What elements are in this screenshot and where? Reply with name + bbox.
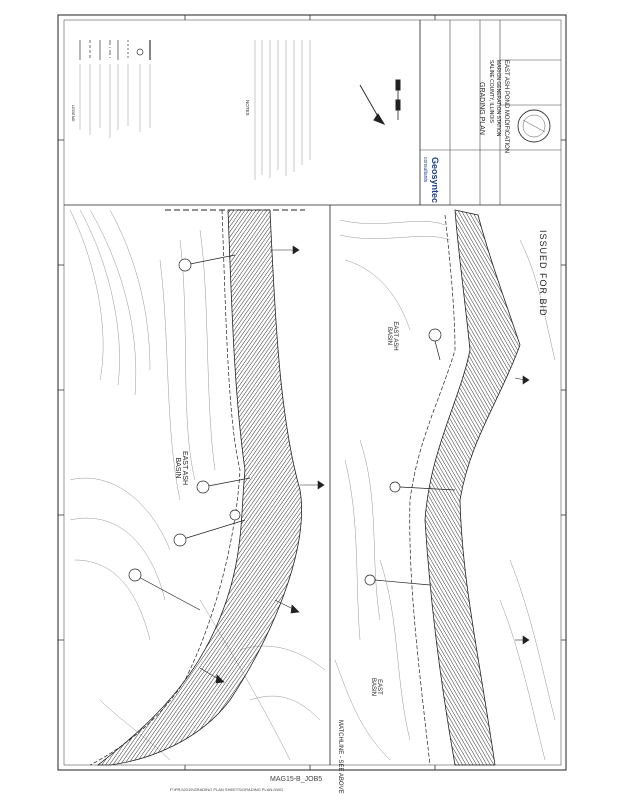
legend-heading: LEGEND bbox=[71, 105, 76, 122]
basin-label-lower-right: EAST ASH BASIN bbox=[386, 321, 398, 351]
project-line-2: MARION GENERATION STATION bbox=[495, 60, 501, 137]
footer-drawing-id: MAG15-B_JOB5 bbox=[270, 776, 323, 783]
project-line-1: EAST ASH POND MODIFICATION bbox=[503, 60, 509, 154]
notes-block bbox=[255, 40, 310, 180]
footer-file-path: P:\PRJ\2019\GRADING PLAN SHEETS\GRADING PLAN.DWG bbox=[170, 787, 284, 792]
plan-view-upper bbox=[70, 210, 325, 765]
legend-block bbox=[80, 40, 150, 138]
basin-label-upper: EAST ASH BASIN bbox=[174, 450, 188, 486]
firm-name: Geosyntec bbox=[430, 157, 440, 204]
project-line-3: SALINE COUNTY, ILLINOIS bbox=[488, 60, 494, 123]
scale-bar bbox=[396, 80, 400, 120]
notes-heading: NOTES bbox=[245, 100, 250, 116]
sheet-title: GRADING PLAN bbox=[478, 82, 485, 135]
firm-subtitle: consultants bbox=[422, 157, 428, 183]
status-stamp: ISSUED FOR BID bbox=[538, 230, 548, 317]
title-block bbox=[64, 20, 561, 205]
north-arrow-icon bbox=[360, 85, 384, 124]
embankment-lower bbox=[425, 210, 520, 765]
plan-view-lower bbox=[335, 210, 555, 765]
matchline-label: MATCHLINE - SEE ABOVE bbox=[337, 720, 343, 794]
basin-label-lower-left: EAST BASIN bbox=[370, 677, 382, 696]
